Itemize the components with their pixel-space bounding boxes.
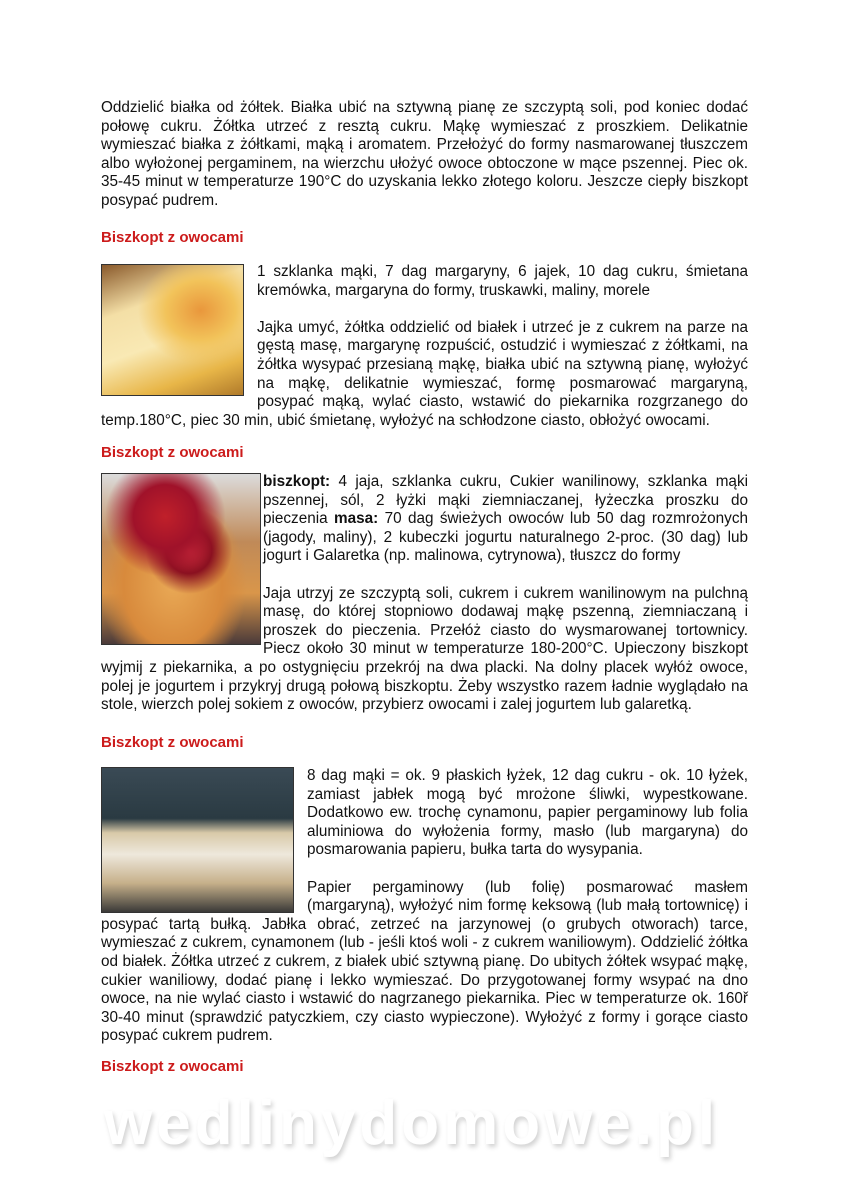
recipe-title: Biszkopt z owocami (101, 444, 244, 461)
method: Jajka umyć, żółtka oddzielić od białek i utrzeć je z cukrem na parze na gęstą masę, margarynę rozpuścić, ostudzić i wymieszać z żółtkami, na żółtka wysypać przesianą mąkę, białka ubić na sztywną pianę, wyłożyć na mąkę, delikatnie wymieszać, formę posmarować margaryną, posypać mąką, wylać ciasto, wstawić do piekarnika rozgrzanego do temp.180°C, piec 30 min, ubić śmietanę, wyłożyć na schłodzone ciasto, obłożyć owocami. (101, 318, 748, 429)
recipe-title: Biszkopt z owocami (101, 1058, 244, 1075)
fruit-cake-photo (101, 767, 294, 913)
ingredients: 8 dag mąki = ok. 9 płaskich łyżek, 12 dag cukru - ok. 10 łyżek, zamiast jabłek mogą być mrożone śliwki, wypestkowane. Dodatkowo ew. trochę cynamonu, papier pergaminowy lub folia aluminiowa do wyłożenia formy, masło (lub margaryna) do posmarowania papieru, bułka tarta do wysypania. (307, 767, 748, 859)
intro-paragraph (101, 99, 748, 211)
method: Jaja utrzyj ze szczyptą soli, cukrem i cukrem wanilinowym na pulchną masę, do której stopniowo dodawaj mąkę pszenną, ziemniaczaną i proszek do pieczenia. Przełóż ciasto do wysmarowanej tortownicy. Piecz około 30 minut w temperaturze 180-200°C. Upieczony biszkopt wyjmij z piekarnika, a po ostygnięciu przekrój na dwa placki. Na dolny placek wyłóż owoce, polej je jogurtem i przykryj drugą połową biszkoptu. Żeby wszystko razem ładnie wyglądało na stole, wierzch polej sokiem z owoców, przybierz owocami i zalej jogurtem lub galaretką. (101, 584, 748, 714)
label-biszkopt: biszkopt: (263, 473, 331, 490)
method: Papier pergaminowy (lub folię) posmarować masłem (margaryną), wyłożyć nim formę keksową (lub małą tortownicę) i posypać tartą bułką. Jabłka obrać, zetrzeć na jarzynowej (o grubych otworach) tarce, wymieszać z cukrem, cynamonem (lub - jeśli ktoś woli - z cukrem waniliowym). Oddzielić żółtka od białek. Żółtka utrzeć z cukrem, z białek ubić sztywną pianę. Do ubitych żółtek wsypać mąkę, cukier waniliowy, dodać pianę i lekko wymieszać. Do przygotowanej formy wsypać na dno owoce, na nie wylać ciasto i wstawić do nagrzanego piekarnika. Piec w temperaturze ok. 160ř 30-40 minut (sprawdzić patyczkiem, czy ciasto wypieczone). Wyłożyć z formy i gorące ciasto posypać cukrem pudrem. (101, 878, 748, 1045)
recipe-1 (101, 263, 748, 430)
ingredients-text: 4 jaja, szklanka cukru, Cukier wanilinowy, szklanka mąki pszennej, sól, 2 łyżki mąki ziemniaczanej, łyżeczka proszku do pieczenia (263, 473, 748, 528)
berry-cake-photo (101, 473, 261, 645)
cake-photo (101, 264, 244, 396)
ingredients-text: 70 dag świeżych owoców lub 50 dag rozmrożonych (jagody, maliny), 2 kubeczki jogurtu naturalnego 2-proc. (30 dag) lub jogurt i Galaretka (np. malinowa, cytrynowa), tłuszcz do formy (263, 510, 748, 565)
label-masa: masa: (334, 510, 379, 528)
ingredients: 1 szklanka mąki, 7 dag margaryny, 6 jajek, 10 dag cukru, śmietana kremówka, margaryna do formy, truskawki, maliny, morele (257, 263, 748, 299)
recipe-title: Biszkopt z owocami (101, 734, 244, 751)
recipe-3 (101, 767, 748, 1046)
recipe-2 (101, 473, 748, 715)
recipe-title: Biszkopt z owocami (101, 229, 244, 246)
intro-text: Oddzielić białka od żółtek. Białka ubić na sztywną pianę ze szczyptą soli, pod koniec dodać połowę cukru. Żółtka utrzeć z resztą cukru. Mąkę wymieszać z proszkiem. Delikatnie wymieszać białka z żółtkami, mąką i aromatem. Przełożyć do formy nasmarowanej tłuszczem albo wyłożonej pergaminem, na wierzchu ułożyć owoce obtoczone w mące pszennej. Piec ok. 35-45 minut w temperaturze 190°C do uzyskania lekko złotego koloru. Jeszcze ciepły biszkopt posypać pudrem. (101, 99, 748, 209)
watermark: wedlinydomowe.pl (104, 1089, 720, 1158)
